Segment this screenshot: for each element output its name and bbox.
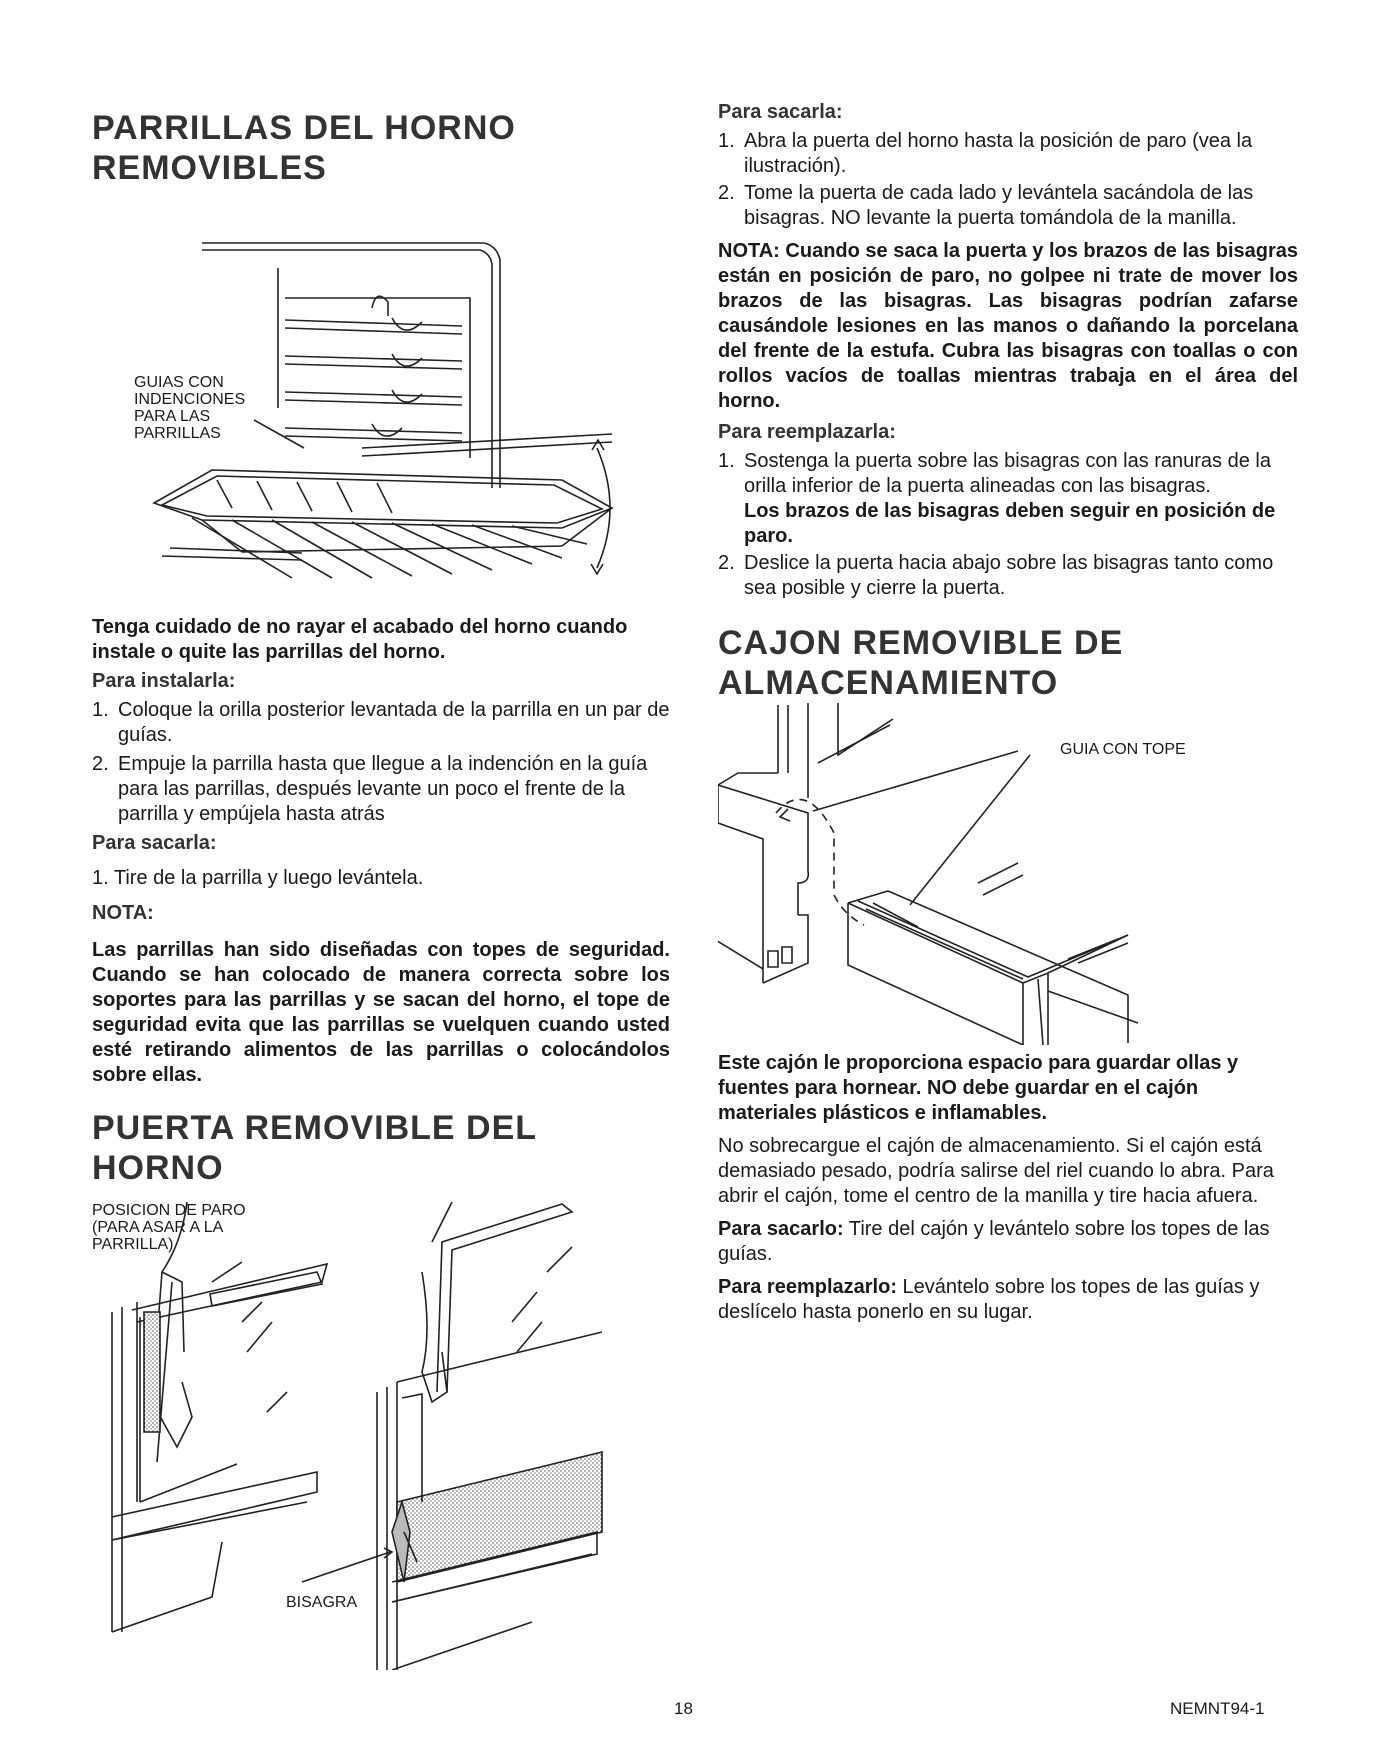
door-remove-step-1: Abra la puerta del horno hasta la posición de paro (vea la ilustración).: [744, 130, 1253, 177]
door-figure: [92, 1202, 670, 1670]
drawer-title-line2: ALMACENAMIENTO: [718, 664, 1059, 702]
door-replace-step-1: Sostenga la puerta sobre las bisagras con las ranuras de la orilla inferior de la puerta alineadas con las bisagras.: [744, 450, 1271, 497]
door-remove-heading: Para sacarla:: [718, 101, 843, 123]
right-column: [718, 100, 1298, 1325]
hinge-label: BISAGRA: [286, 1594, 358, 1611]
drawer-title-line1: CAJON REMOVIBLE DE: [718, 624, 1124, 662]
drawer-figure: [718, 703, 1298, 1045]
drawer-replace-label: Para reemplazarlo:: [718, 1276, 897, 1298]
door-title: PUERTA REMOVIBLE DEL HORNO: [92, 1109, 537, 1187]
list-item: 1. Abra la puerta del horno hasta la posición de paro (vea la ilustración).: [718, 130, 1253, 177]
list-item: 2. Tome la puerta de cada lado y levántela sacándola de las bisagras. NO levante la puerta tomándola de la manilla.: [718, 182, 1254, 229]
drawer-figure-label: GUIA CON TOPE: [1060, 741, 1186, 758]
door-replace-steps: [718, 449, 1298, 601]
rack-label-line: GUIAS CON: [134, 374, 224, 391]
drawer-title: [718, 623, 1298, 703]
rack-figure: [92, 198, 670, 613]
drawer-remove-paragraph: [718, 1217, 1298, 1267]
install-steps-list: [92, 698, 670, 827]
list-item: 1. Sostenga la puerta sobre las bisagras con las ranuras de la orilla inferior de la puerta alineadas con las bisagras. Los brazos de las bisagras deben seguir en posición de paro.: [718, 450, 1276, 547]
install-step-2: Empuje la parrilla hasta que llegue a la indención en la guía para las parrillas, después levante un poco el frente de la parrilla y empújela hasta atrás: [118, 753, 648, 825]
install-heading: Para instalarla:: [92, 670, 236, 692]
remove-rack-heading: Para sacarla:: [92, 832, 217, 854]
racks-title-line1: PARRILLAS DEL HORNO: [92, 109, 516, 147]
remove-rack-step: 1. Tire de la parrilla y luego levántela.: [92, 867, 424, 889]
rack-caution-text: Tenga cuidado de no rayar el acabado del horno cuando instale o quite las parrillas del horno.: [92, 616, 628, 663]
door-remove-steps: [718, 129, 1298, 231]
note-heading: NOTA:: [92, 902, 154, 924]
rack-label-line: INDENCIONES: [134, 391, 246, 408]
list-item: 2. Empuje la parrilla hasta que llegue a la indención en la guía para las parrillas, después levante un poco el frente de la parrilla y empújela hasta atrás: [92, 753, 648, 825]
storage-drawer-illustration: [718, 703, 1298, 1045]
document-code: NEMNT94-1: [1170, 1699, 1265, 1718]
rack-label-line: PARA LAS: [134, 408, 211, 425]
drawer-remove-text: Tire del cajón y levántelo sobre los topes de las guías.: [718, 1218, 1270, 1265]
racks-title: [92, 108, 670, 188]
drawer-remove-label: Para sacarlo:: [718, 1218, 844, 1240]
page-number: 18: [674, 1699, 693, 1718]
door-label-line: PARRILLA): [92, 1236, 174, 1253]
drawer-bold-text: Este cajón le proporciona espacio para guardar ollas y fuentes para hornear. NO debe guardar en el cajón materiales plásticos e inflamables.: [718, 1052, 1239, 1124]
rack-label-line: PARRILLAS: [134, 425, 221, 442]
door-note-text: NOTA: Cuando se saca la puerta y los brazos de las bisagras están en posición de paro, no golpee ni trate de mover los brazos de las bisagras. Las bisagras podrían zafarse causándole lesiones en las manos o dañando la porcelana del frente de la estufa. Cubra las bisagras con toallas o con rollos vacíos de toallas mientras trabaja en el área del horno.: [718, 240, 1298, 412]
list-item: 1. Coloque la orilla posterior levantada de la parrilla en un par de guías.: [92, 699, 670, 746]
door-replace-step-1-note: Los brazos de las bisagras deben seguir en posición de paro.: [744, 500, 1276, 547]
door-label-line: POSICION DE PARO: [92, 1202, 246, 1219]
door-replace-heading: Para reemplazarla:: [718, 421, 896, 443]
drawer-replace-paragraph: [718, 1275, 1298, 1325]
door-remove-step-2: Tome la puerta de cada lado y levántela sacándola de las bisagras. NO levante la puerta tomándola de la manilla.: [744, 182, 1254, 229]
racks-title-line2: REMOVIBLES: [92, 149, 327, 187]
left-column: [92, 108, 670, 1670]
door-label-line: (PARA ASAR A LA: [92, 1219, 224, 1236]
drawer-replace-text: Levántelo sobre los topes de las guías y deslícelo hasta ponerlo en su lugar.: [718, 1276, 1260, 1323]
install-step-1: Coloque la orilla posterior levantada de la parrilla en un par de guías.: [118, 699, 670, 746]
note-text: Las parrillas han sido diseñadas con topes de seguridad. Cuando se han colocado de manera correcta sobre los soportes para las parrillas y se sacan del horno, el tope de seguridad evita que las parrillas se vuelquen cuando usted esté retirando alimentos de las parrillas o colocándolos sobre ellas.: [92, 939, 670, 1086]
oven-rack-illustration: [92, 198, 670, 613]
list-item: 2. Deslice la puerta hacia abajo sobre las bisagras tanto como sea posible y cierre la puerta.: [718, 552, 1274, 599]
drawer-text: No sobrecargue el cajón de almacenamiento. Si el cajón está demasiado pesado, podría salirse del riel cuando lo abra. Para abrir el cajón, tome el centro de la manilla y tire hacia afuera.: [718, 1135, 1274, 1207]
door-replace-step-2: Deslice la puerta hacia abajo sobre las bisagras tanto como sea posible y cierre la puerta.: [744, 552, 1274, 599]
oven-door-illustration: [92, 1202, 670, 1670]
